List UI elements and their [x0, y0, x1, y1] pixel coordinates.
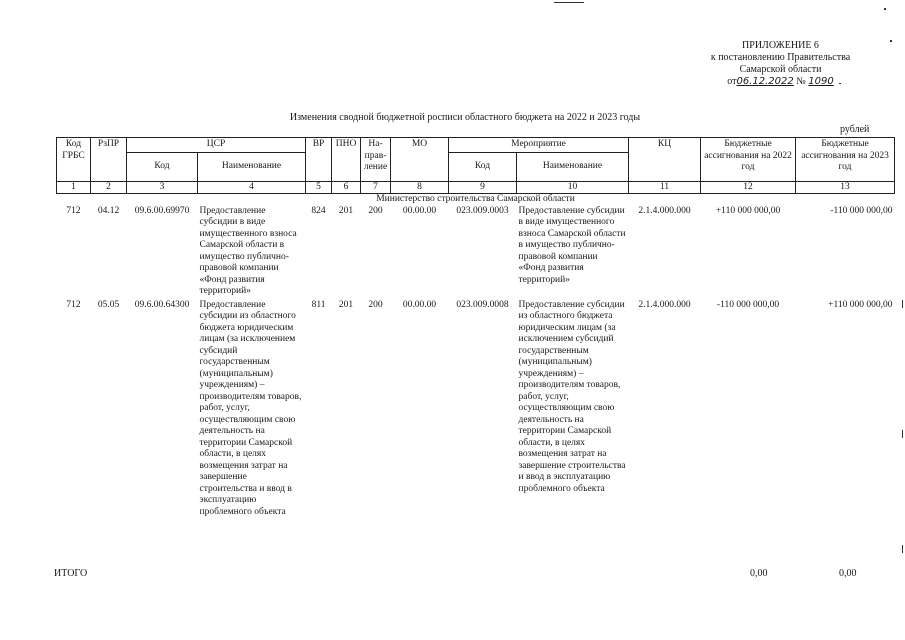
cell-event-code: 023.009.0008 — [456, 299, 509, 310]
cell-vr: 811 — [311, 299, 326, 310]
header-event-code: Код — [449, 152, 517, 181]
cell-mo: 00.00.00 — [402, 205, 437, 216]
appendix-number-sign: № — [796, 76, 806, 87]
budget-table — [56, 137, 895, 519]
header-direction: На-прав-ление — [361, 138, 391, 182]
scan-mark — [902, 545, 903, 553]
appendix-block — [668, 40, 893, 88]
cell-alloc-2023: -110 000 000,00 — [830, 205, 893, 216]
header-vr: ВР — [306, 138, 332, 182]
units-label: рублей — [840, 124, 870, 135]
appendix-from-prefix: от — [727, 76, 737, 87]
cell-grbs: 712 — [66, 299, 81, 310]
header-pno: ПНО — [332, 138, 361, 182]
appendix-date-line — [668, 76, 893, 88]
cell-kc: 2.1.4.000.000 — [638, 299, 691, 310]
scan-mark — [902, 430, 903, 438]
header-mo: МО — [391, 138, 449, 182]
scan-mark — [839, 83, 841, 84]
appendix-number: 1090 — [808, 76, 834, 87]
cell-direction: 200 — [368, 205, 383, 216]
scan-mark — [902, 300, 903, 308]
cell-csr-name: Предоставление субсидии из областного бюджета юридическим лицам (за исключением субсидий государственным (муниципальным) учреждениям) – производителям товаров, работ, услуг, осуществляющим свою деятельность на территории Самарской области, в целях возмещения затрат на завершение строительства и ввод в эксплуатацию проблемного объекта — [199, 299, 302, 517]
appendix-to-decree: к постановлению Правительства — [710, 52, 851, 63]
cell-event-name: Предоставление субсидии из областного бюджета юридическим лицам (за исключением субсидий государственным (муниципальным) учреждениям) – производителям товаров, работ, услуг, осуществляющим свою деятельность на территории Самарской области, в целях возмещения затрат на завершение строительства и ввод в эксплуатацию проблемного объекта — [518, 299, 626, 494]
header-csr-code: Код — [127, 152, 198, 181]
header-kc: КЦ — [629, 138, 701, 182]
header-alloc-2022: Бюджетные ассигнования на 2022 год — [701, 138, 796, 182]
table-row — [57, 205, 895, 299]
cell-event-code: 023.009.0003 — [456, 205, 509, 216]
column-number: 8 — [391, 181, 449, 193]
column-number: 11 — [629, 181, 701, 193]
section-title: Министерство строительства Самарской области — [376, 193, 575, 204]
cell-vr: 824 — [311, 205, 326, 216]
total-alloc-2022: 0,00 — [750, 568, 768, 579]
cell-grbs: 712 — [66, 205, 81, 216]
cell-csr-code: 09.6.00.64300 — [134, 299, 190, 310]
header-csr-name: Наименование — [198, 152, 306, 181]
header-rzpr: РзПР — [91, 138, 127, 182]
header-event-name: Наименование — [517, 152, 629, 181]
cell-rzpr: 04.12 — [97, 205, 120, 216]
cell-rzpr: 05.05 — [97, 299, 120, 310]
document-title: Изменения сводной бюджетной росписи областного бюджета на 2022 и 2023 годы — [289, 112, 641, 123]
appendix-label: ПРИЛОЖЕНИЕ 6 — [742, 40, 819, 51]
cell-direction: 200 — [368, 299, 383, 310]
cell-alloc-2022: +110 000 000,00 — [715, 205, 781, 216]
total-label: ИТОГО — [54, 568, 88, 579]
column-number: 5 — [306, 181, 332, 193]
column-number: 4 — [198, 181, 306, 193]
appendix-region: Самарской области — [739, 64, 822, 75]
header-grbs: Код ГРБС — [57, 138, 91, 182]
cell-pno: 201 — [338, 205, 354, 216]
header-alloc-2023: Бюджетные ассигнования на 2023 год — [796, 138, 895, 182]
column-number: 6 — [332, 181, 361, 193]
scan-mark — [890, 40, 892, 42]
column-number: 10 — [517, 181, 629, 193]
column-number: 12 — [701, 181, 796, 193]
column-number: 9 — [449, 181, 517, 193]
appendix-date: 06.12.2022 — [736, 76, 794, 87]
column-number: 13 — [796, 181, 895, 193]
column-number: 7 — [361, 181, 391, 193]
cell-alloc-2023: +110 000 000,00 — [828, 299, 893, 310]
table-row — [57, 299, 895, 520]
header-csr: ЦСР — [127, 138, 306, 153]
scan-mark — [884, 8, 886, 10]
column-number: 1 — [57, 181, 91, 193]
total-alloc-2023: 0,00 — [839, 568, 857, 579]
cell-kc: 2.1.4.000.000 — [638, 205, 691, 216]
cell-csr-name: Предоставление субсидии в виде имущественного взноса Самарской области в имущество публично-правовой компании «Фонд развития территорий» — [199, 205, 297, 296]
cell-event-name: Предоставление субсидии в виде имущественного взноса Самарской области в имущество публично-правовой компании «Фонд развития территорий» — [518, 205, 626, 285]
column-number: 3 — [127, 181, 198, 193]
scan-mark — [554, 2, 584, 3]
cell-mo: 00.00.00 — [402, 299, 437, 310]
header-event: Мероприятие — [449, 138, 629, 153]
cell-alloc-2022: -110 000 000,00 — [716, 299, 780, 310]
column-number: 2 — [91, 181, 127, 193]
cell-pno: 201 — [338, 299, 354, 310]
cell-csr-code: 09.6.00.69970 — [134, 205, 190, 216]
